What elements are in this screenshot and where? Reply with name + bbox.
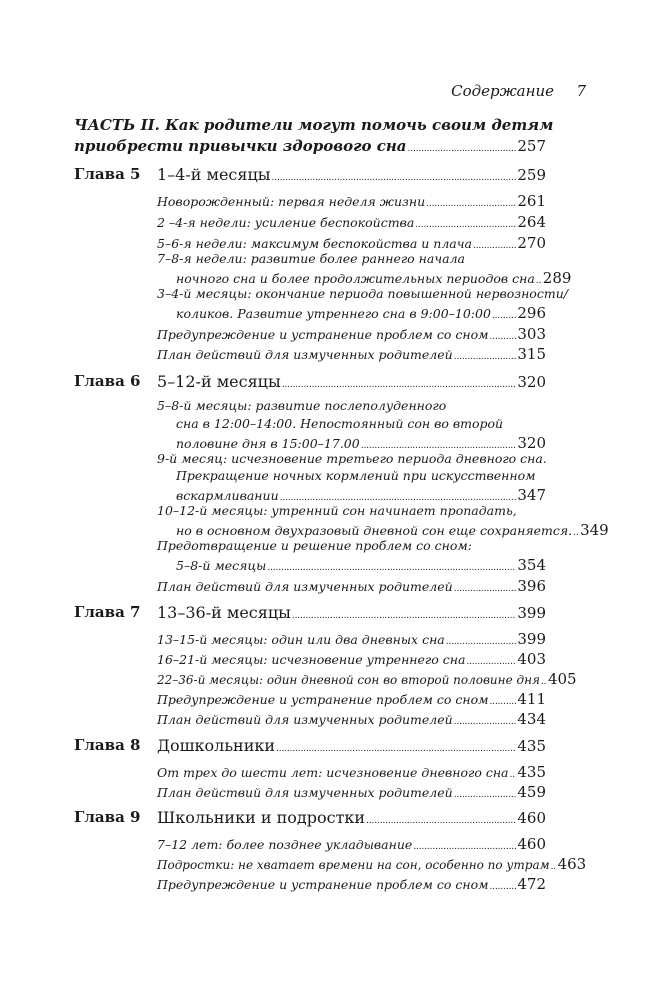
dot-leader <box>272 165 517 184</box>
toc-entry-section[interactable] <box>157 854 587 873</box>
section-title-line: коликов. Развитие утреннего сна в 9:00–10:00 <box>176 306 491 321</box>
toc-page-number: 261 <box>517 192 546 210</box>
chapter-label: Глава 8 <box>74 736 141 754</box>
dot-leader <box>454 709 517 728</box>
toc-entry-section[interactable] <box>176 555 546 574</box>
section-title-line: 7–8-я недели: развитие более раннего начала <box>157 251 465 266</box>
section-title-line: сна в 12:00–14:00. Непостоянный сон во второй <box>176 416 504 431</box>
toc-entry-section[interactable] <box>157 669 577 688</box>
toc-entry-section[interactable] <box>157 576 546 595</box>
dot-leader <box>473 233 516 252</box>
toc-entry-section[interactable] <box>176 268 572 287</box>
section-title-line: ночного сна и более продолжительных периодов сна <box>176 271 535 286</box>
toc-page-number: 460 <box>517 835 546 853</box>
dot-leader <box>446 629 517 648</box>
dot-leader <box>282 372 517 391</box>
section-title: 16–21-й месяцы: исчезновение утреннего сна <box>157 652 466 667</box>
dot-leader <box>454 344 517 363</box>
dot-leader <box>492 303 516 322</box>
chapter-label: Глава 6 <box>74 372 141 390</box>
toc-entry-section[interactable] <box>157 212 546 231</box>
section-title: Подростки: не хватает времени на сон, особенно по утрам <box>157 858 550 872</box>
chapter-title: 1–4-й месяцы <box>157 165 271 184</box>
dot-leader <box>573 520 579 539</box>
chapter-label: Глава 9 <box>74 808 141 826</box>
toc-entry-section[interactable] <box>157 834 546 853</box>
chapter-title: Школьники и подростки <box>157 808 366 827</box>
dot-leader <box>415 212 516 231</box>
section-title: 7–12 лет: более позднее укладывание <box>157 837 413 852</box>
toc-entry-section[interactable] <box>176 433 546 452</box>
toc-page-number: 303 <box>517 325 546 343</box>
toc-entry-part[interactable] <box>74 136 546 155</box>
toc-page-number: 434 <box>517 710 546 728</box>
toc-page-number: 320 <box>517 434 546 452</box>
dot-leader <box>280 485 517 504</box>
chapter-label: Глава 7 <box>74 603 141 621</box>
toc-entry-section[interactable] <box>157 874 546 893</box>
dot-leader <box>466 649 516 668</box>
dot-leader <box>276 736 516 755</box>
toc-entry-section[interactable] <box>157 709 546 728</box>
toc-page-number: 403 <box>517 650 546 668</box>
running-header <box>0 82 664 102</box>
toc-page-number: 459 <box>517 783 546 801</box>
toc-page-number: 259 <box>517 166 546 184</box>
toc-entry-section[interactable] <box>176 485 546 504</box>
section-title: План действий для измученных родителей <box>157 785 453 800</box>
section-title: Предупреждение и устранение проблем со сном <box>157 327 489 342</box>
dot-leader <box>413 834 516 853</box>
dot-leader <box>541 669 547 688</box>
toc-entry-section[interactable] <box>176 520 609 539</box>
dot-leader <box>510 762 517 781</box>
toc-page-number: 354 <box>517 556 546 574</box>
chapter-label: Глава 5 <box>74 165 141 183</box>
toc-page-number: 264 <box>517 213 546 231</box>
toc-entry-section[interactable] <box>157 344 546 363</box>
toc-page-number: 349 <box>580 521 609 539</box>
toc-entry-chapter[interactable] <box>157 736 546 755</box>
toc-page-number: 257 <box>517 137 546 155</box>
dot-leader <box>408 136 517 155</box>
section-title: 22–36-й месяцы: один дневной сон во второй половине дня <box>157 673 540 687</box>
section-title: План действий для измученных родителей <box>157 347 453 362</box>
section-title-line: вскармливании <box>176 488 279 503</box>
section-title: Предупреждение и устранение проблем со сном <box>157 877 489 892</box>
toc-page-number: 460 <box>517 809 546 827</box>
toc-entry-section[interactable] <box>157 324 546 343</box>
toc-page-number: 399 <box>517 630 546 648</box>
dot-leader <box>361 433 517 452</box>
section-title: Новорожденный: первая неделя жизни <box>157 194 426 209</box>
section-title: Предупреждение и устранение проблем со сном <box>157 692 489 707</box>
dot-leader <box>292 603 516 622</box>
toc-entry-chapter[interactable] <box>157 165 546 184</box>
running-header-title: Содержание <box>451 82 554 100</box>
section-title-line: Прекращение ночных кормлений при искусственном <box>176 468 536 483</box>
toc-entry-section[interactable] <box>157 782 546 801</box>
section-title-line: Предотвращение и решение проблем со сном: <box>157 538 472 553</box>
section-title: 2 –4-я недели: усиление беспокойства <box>157 215 415 230</box>
toc-entry-chapter[interactable] <box>157 372 546 391</box>
toc-entry-section[interactable] <box>157 629 546 648</box>
toc-page-number: 472 <box>517 875 546 893</box>
section-title-line: половине дня в 15:00–17.00 <box>176 436 360 451</box>
section-title-line: 10–12-й месяцы: утренний сон начинает пропадать, <box>157 503 517 518</box>
toc-entry-chapter[interactable] <box>157 808 546 827</box>
toc-page-number: 435 <box>517 763 546 781</box>
section-title: 5–6-я недели: максимум беспокойства и плача <box>157 236 472 251</box>
chapter-title: 13–36-й месяцы <box>157 603 291 622</box>
part-heading-line2: приобрести привычки здорового сна <box>74 137 407 155</box>
section-title-line: 5–8-й месяцы: развитие послеполуденного <box>157 398 447 413</box>
section-title: План действий для измученных родителей <box>157 712 453 727</box>
dot-leader <box>490 874 517 893</box>
dot-leader <box>454 576 517 595</box>
toc-page-number: 289 <box>542 269 572 287</box>
toc-entry-section[interactable] <box>157 762 546 781</box>
toc-page-number: 315 <box>517 345 546 363</box>
section-title-line: 3–4-й месяцы: окончание периода повышенной нервозности/ <box>157 286 568 301</box>
dot-leader <box>454 782 517 801</box>
dot-leader <box>366 808 516 827</box>
toc-page-number: 411 <box>517 690 546 708</box>
toc-page-number: 320 <box>517 373 546 391</box>
toc-entry-section[interactable] <box>176 303 546 322</box>
toc-page-number: 435 <box>517 737 546 755</box>
dot-leader <box>536 268 542 287</box>
section-title: От трех до шести лет: исчезновение дневного сна <box>157 765 509 780</box>
dot-leader <box>426 191 516 210</box>
part-heading-line1: ЧАСТЬ II. Как родители могут помочь своим детям <box>74 116 554 134</box>
toc-entry-section[interactable] <box>157 689 546 708</box>
toc-entry-section[interactable] <box>157 649 546 668</box>
section-title: 13–15-й месяцы: один или два дневных сна <box>157 632 445 647</box>
section-title-line: но в основном двухразовый дневной сон еще сохраняется. <box>176 523 573 538</box>
dot-leader <box>267 555 516 574</box>
toc-page-number: 270 <box>517 234 546 252</box>
page-number: 7 <box>576 82 586 100</box>
toc-entry-section[interactable] <box>157 191 546 210</box>
section-title-line: 5–8-й месяцы <box>176 558 267 573</box>
toc-page-number: 399 <box>517 604 546 622</box>
toc-entry-chapter[interactable] <box>157 603 546 622</box>
dot-leader <box>490 689 517 708</box>
toc-page-number: 405 <box>547 670 577 688</box>
toc-page-number: 396 <box>517 577 546 595</box>
section-title: План действий для измученных родителей <box>157 579 453 594</box>
toc-page-number: 347 <box>517 486 546 504</box>
dot-leader <box>551 854 557 873</box>
chapter-title: 5–12-й месяцы <box>157 372 281 391</box>
dot-leader <box>490 324 517 343</box>
chapter-title: Дошкольники <box>157 736 276 755</box>
toc-page-number: 463 <box>557 855 587 873</box>
section-title-line: 9-й месяц: исчезновение третьего периода дневного сна. <box>157 451 547 466</box>
toc-entry-section[interactable] <box>157 233 546 252</box>
toc-page-number: 296 <box>517 304 546 322</box>
